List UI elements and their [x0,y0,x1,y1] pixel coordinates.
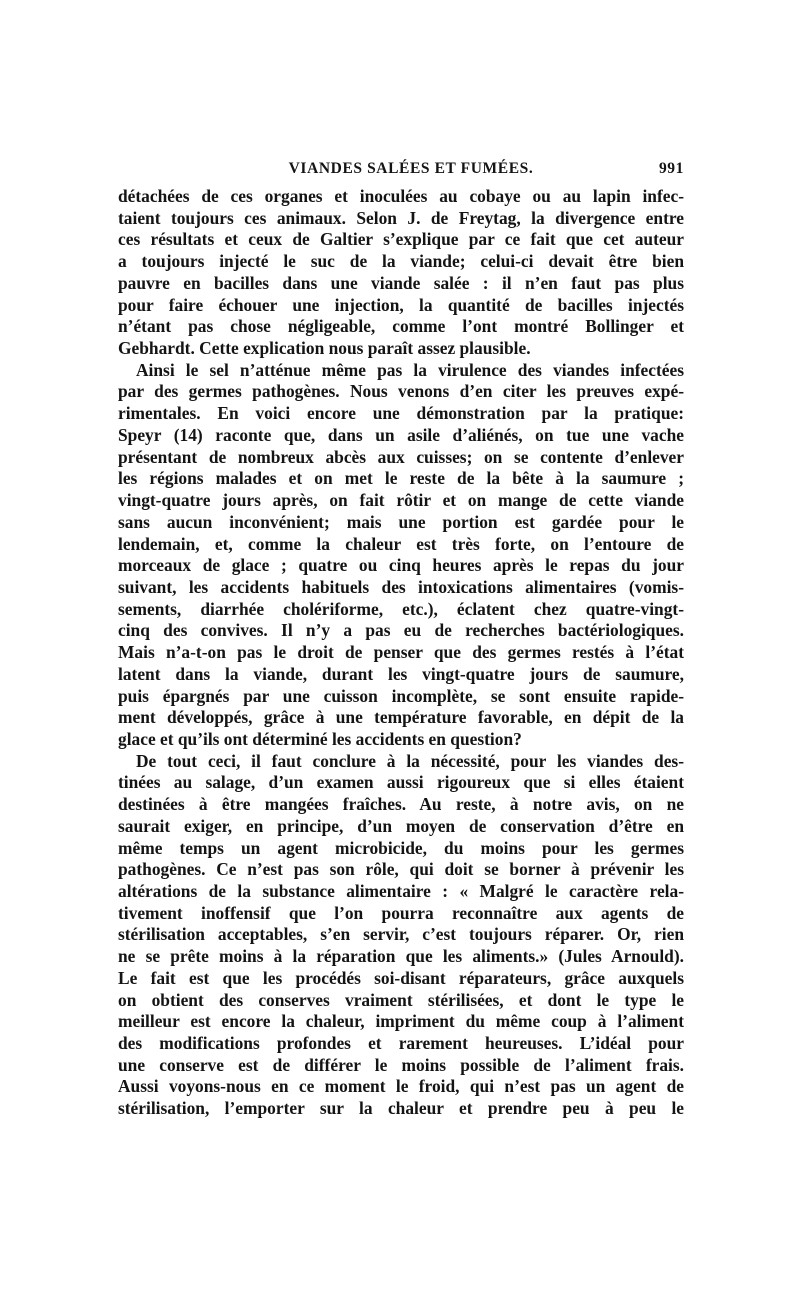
text-line: ment développés, grâce à une température favorable, en dépit de la [118,707,684,728]
text-line: Mais n’a-t-on pas le droit de penser que des germes restés à l’état [118,642,684,663]
text-line: ne se prête moins à la réparation que les aliments.» (Jules Arnould). [118,946,684,967]
page-number: 991 [658,160,684,177]
text-line: n’étant pas chose négligeable, comme l’ont montré Bollinger et [118,316,684,337]
text-line: pathogènes. Ce n’est pas son rôle, qui doit se borner à prévenir les [118,859,684,880]
text-line: latent dans la viande, durant les vingt-quatre jours de saumure, [118,663,684,684]
text-line: saurait exiger, en principe, d’un moyen de conservation d’être en [118,815,684,836]
text-line: taient toujours ces animaux. Selon J. de Freytag, la divergence entre [118,207,684,228]
text-line: puis épargnés par une cuisson incomplète, se sont ensuite rapide- [118,685,684,706]
text-block [118,186,684,1120]
text-line: lendemain, et, comme la chaleur est très forte, on l’entoure de [118,533,684,554]
text-line: Speyr (14) raconte que, dans un asile d’aliénés, on tue une vache [118,424,684,445]
text-line: ces résultats et ceux de Galtier s’explique par ce fait que cet auteur [118,229,684,250]
text-line: stérilisation acceptables, s’en servir, c’est toujours réparer. Or, rien [118,924,684,945]
running-head [118,156,684,186]
text-line: les régions malades et on met le reste de la bête à la saumure ; [118,468,684,489]
text-line: Le fait est que les procédés soi-disant réparateurs, grâce auxquels [118,967,684,988]
text-line: présentant de nombreux abcès aux cuisses; on se contente d’enlever [118,446,684,467]
text-line: même temps un agent microbicide, du moins pour les germes [118,837,684,858]
text-line: Ainsi le sel n’atténue même pas la virulence des viandes infectées [136,359,684,380]
text-line: rimentales. En voici encore une démonstration par la pratique: [118,403,684,424]
text-line: a toujours injecté le suc de la viande; celui-ci devait être bien [118,251,684,272]
text-line: Aussi voyons-nous en ce moment le froid, qui n’est pas un agent de [118,1076,684,1097]
text-line: destinées à être mangées fraîches. Au reste, à notre avis, on ne [118,794,684,815]
text-line: tivement inoffensif que l’on pourra reconnaître aux agents de [118,902,684,923]
text-line: sements, diarrhée cholériforme, etc.), éclatent chez quatre-vingt- [118,598,684,619]
text-line: sans aucun inconvénient; mais une portion est gardée pour le [118,511,684,532]
text-line: De tout ceci, il faut conclure à la nécessité, pour les viandes des- [136,750,684,771]
text-line: par des germes pathogènes. Nous venons d’en citer les preuves expé- [118,381,684,402]
text-line: Gebhardt. Cette explication nous paraît assez plausible. [118,338,531,359]
running-title: VIANDES SALÉES ET FUMÉES. [288,160,534,177]
text-line: on obtient des conserves vraiment stérilisées, et dont le type le [118,989,684,1010]
text-line: morceaux de glace ; quatre ou cinq heures après le repas du jour [118,555,684,576]
text-line: des modifications profondes et rarement heureuses. L’idéal pour [118,1033,684,1054]
text-line: suivant, les accidents habituels des intoxications alimentaires (vomis- [118,576,684,597]
text-line: stérilisation, l’emporter sur la chaleur et prendre peu à peu le [118,1098,684,1119]
text-line: vingt-quatre jours après, on fait rôtir et on mange de cette viande [118,490,684,511]
text-line: tinées au salage, d’un examen aussi rigoureux que si elles étaient [118,772,684,793]
text-line: pauvre en bacilles dans une viande salée : il n’en faut pas plus [118,272,684,293]
text-line: glace et qu’ils ont déterminé les accidents en question? [118,728,522,749]
text-line: pour faire échouer une injection, la quantité de bacilles injectés [118,294,684,315]
text-line: une conserve est de différer le moins possible de l’aliment frais. [118,1054,684,1075]
book-page [118,156,684,1120]
text-line: altérations de la substance alimentaire : « Malgré le caractère rela- [118,881,684,901]
text-line: meilleur est encore la chaleur, impriment du même coup à l’aliment [118,1011,684,1032]
text-line: cinq des convives. Il n’y a pas eu de recherches bactériologiques. [118,620,684,641]
text-line: détachées de ces organes et inoculées au cobaye ou au lapin infec- [118,186,684,206]
